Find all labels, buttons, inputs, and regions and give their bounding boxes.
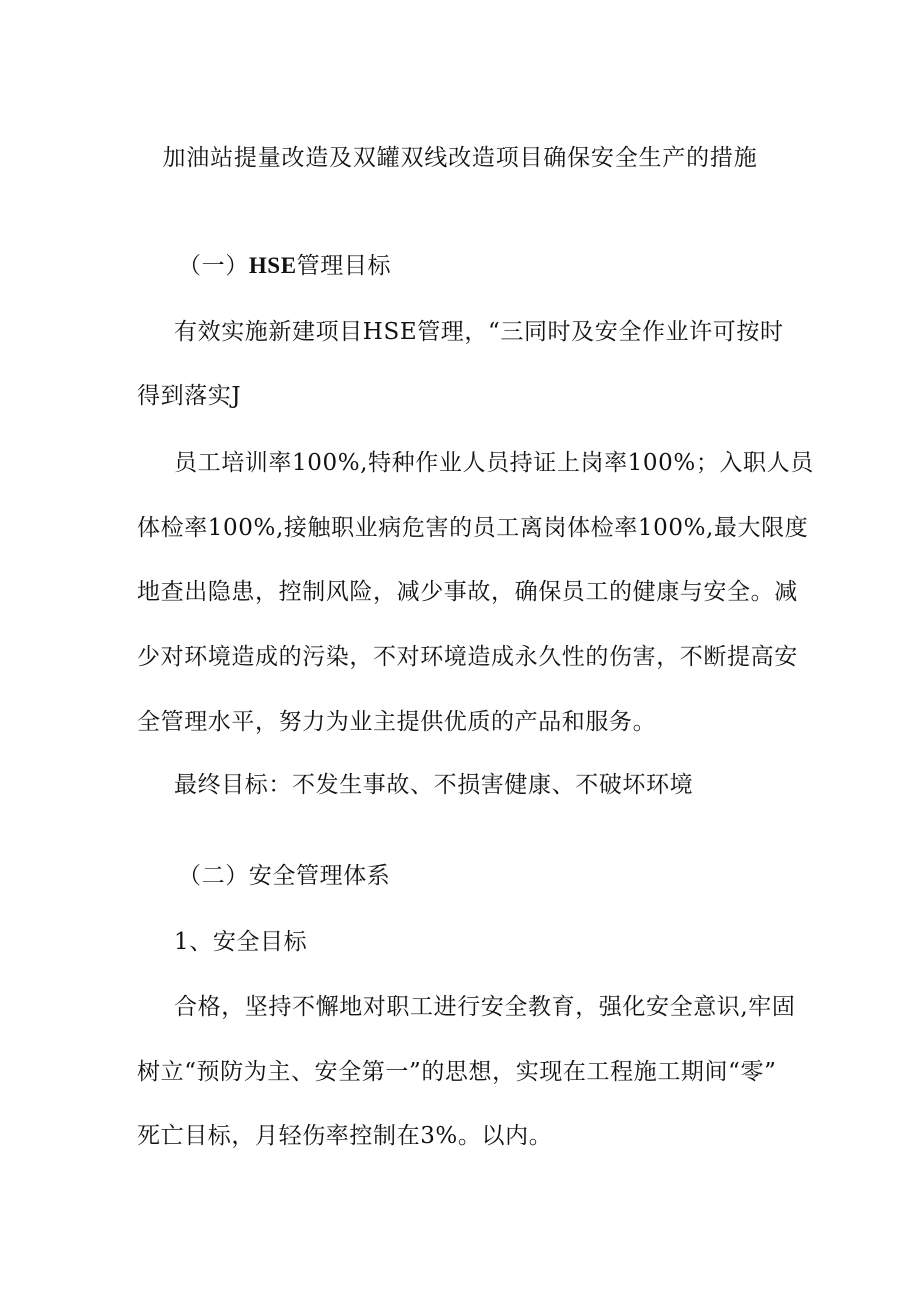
paragraph-line: 死亡目标，月轻伤率控制在3%。以内。	[137, 1123, 553, 1149]
paragraph-line: 员工培训率100%,特种作业人员持证上岗率100%；入职人员	[174, 450, 814, 476]
paragraph-line: 合格，坚持不懈地对职工进行安全教育，强化安全意识,牢固	[174, 994, 796, 1020]
paragraph-line: 体检率100%,接触职业病危害的员工离岗体检率100%,最大限度	[137, 515, 809, 541]
document-title: 加油站提量改造及双罐双线改造项目确保安全生产的措施	[162, 145, 758, 171]
paragraph-line: 树立“预防为主、安全第一”的思想，实现在工程施工期间“零”	[137, 1059, 777, 1085]
paragraph-line: 少对环境造成的污染，不对环境造成永久性的伤害，不断提高安	[137, 644, 798, 670]
paragraph-line: 有效实施新建项目HSE管理，“三同时及安全作业许可按时	[174, 319, 784, 345]
section-heading-hse	[178, 251, 391, 281]
final-goal: 最终目标：不发生事故、不损害健康、不破坏环境	[174, 772, 694, 798]
heading-prefix: （一）	[178, 253, 249, 279]
paragraph-line: 得到落实J	[137, 383, 242, 409]
paragraph-line: 全管理水平，努力为业主提供优质的产品和服务。	[137, 709, 657, 735]
heading-suffix: 管理目标	[296, 253, 392, 279]
section-heading-safety-system: （二）安全管理体系	[178, 863, 391, 889]
subheading-safety-goal: 1、安全目标	[174, 929, 308, 955]
heading-hse-bold: HSE	[248, 253, 297, 278]
paragraph-line: 地查出隐患，控制风险，减少事故，确保员工的健康与安全。减	[137, 579, 798, 605]
